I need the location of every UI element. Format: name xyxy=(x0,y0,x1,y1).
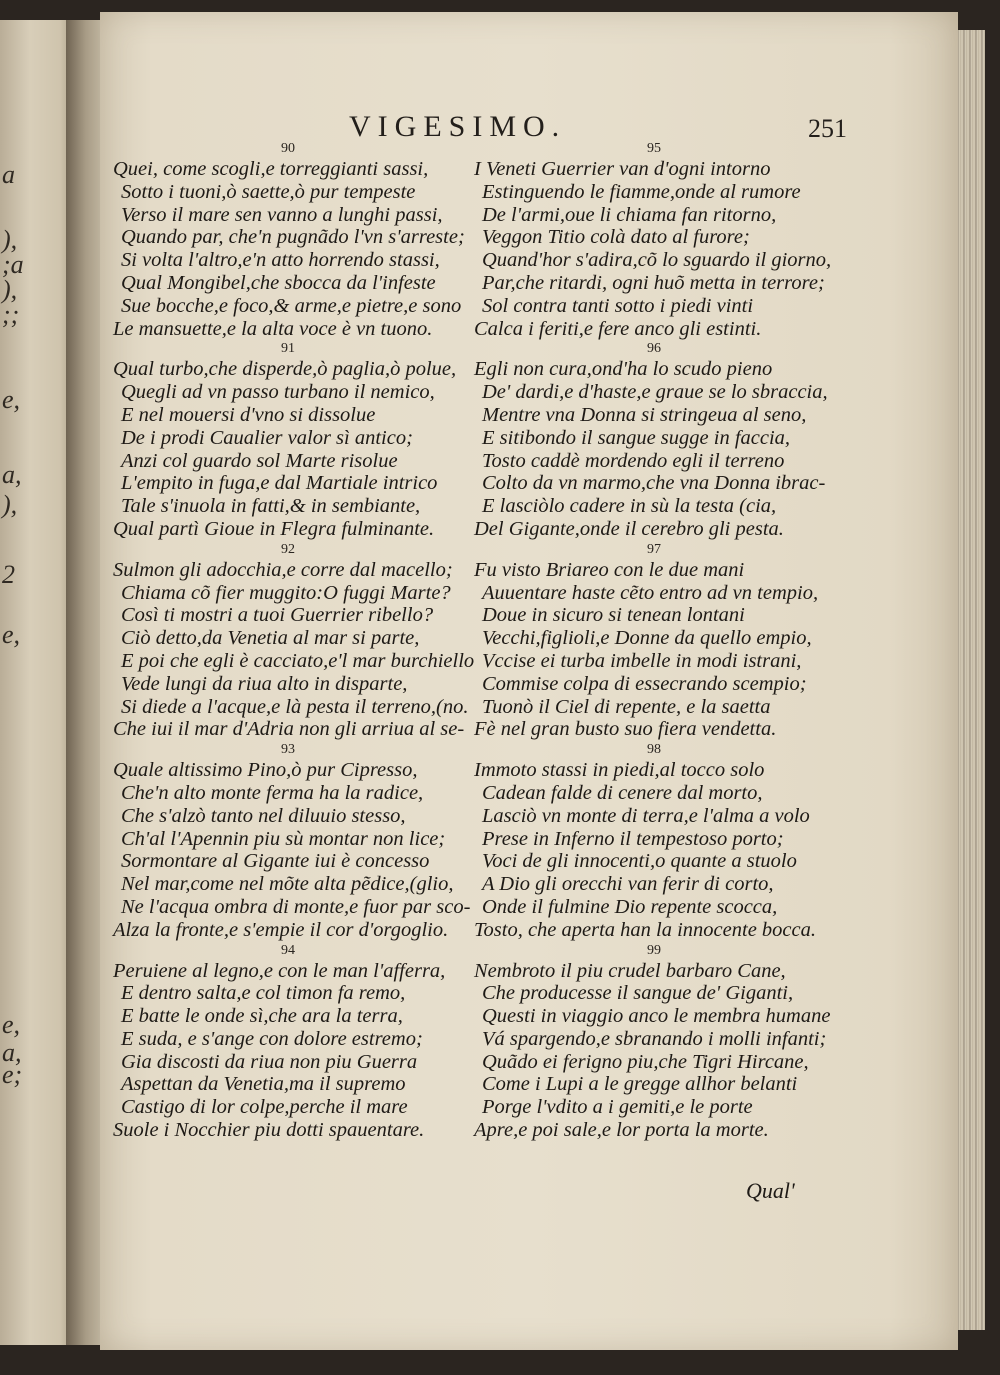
stanza xyxy=(113,140,483,340)
verse-line: Par,che ritardi, ogni huõ metta in terrore; xyxy=(482,271,825,294)
verse-line: Quegli ad vn passo turbano il nemico, xyxy=(121,381,435,404)
verse-line: E poi che egli è cacciato,e'l mar burchiello xyxy=(121,649,475,672)
left-page-fragment: ), xyxy=(2,490,18,519)
verse-line: Come i Lupi a le gregge allhor belanti xyxy=(482,1073,798,1096)
verse-line: Quãdo ei ferigno piu,che Tigri Hircane, xyxy=(482,1050,809,1073)
verse-line: Tosto caddè mordendo egli il terreno xyxy=(482,449,785,472)
stanza-number: 96 xyxy=(647,341,661,357)
stanza xyxy=(113,942,483,1142)
verse-line: Che s'alzò tanto nel diluuio stesso, xyxy=(121,804,406,827)
stanza-number: 98 xyxy=(647,742,661,758)
page-fore-edge xyxy=(955,30,985,1330)
left-page-fragment: e; xyxy=(2,1060,23,1089)
verse-line: De i prodi Caualier valor sì antico; xyxy=(121,426,413,449)
verse-line: E dentro salta,e col timon fa remo, xyxy=(121,982,406,1005)
stanza xyxy=(113,741,483,941)
verse-line: Doue in sicuro si tenean lontani xyxy=(482,604,745,627)
verse-line: De l'armi,oue li chiama fan ritorno, xyxy=(482,203,777,226)
left-column xyxy=(113,140,483,1142)
stanza xyxy=(113,541,483,741)
verse-line: Castigo di lor colpe,perche il mare xyxy=(121,1096,408,1119)
running-head: VIGESIMO. xyxy=(349,110,567,143)
verse-line: Vccise ei turba imbelle in modi istrani, xyxy=(482,649,802,672)
verse-line: A Dio gli orecchi van ferir di corto, xyxy=(482,873,774,896)
verse-line: Le mansuette,e la alta voce è vn tuono. xyxy=(113,317,433,340)
verse-line: Questi in viaggio anco le membra humane xyxy=(482,1005,831,1028)
stanza-number: 90 xyxy=(281,141,295,156)
verse-line: Anzi col guardo sol Marte risolue xyxy=(121,449,398,472)
verse-line: Quand'hor s'adira,cõ lo sguardo il giorno, xyxy=(482,249,832,272)
right-column xyxy=(474,140,854,1142)
verse-line: Commise colpa di essecrando scempio; xyxy=(482,672,807,695)
verse-line: I Veneti Guerrier van d'ogni intorno xyxy=(474,158,771,180)
verse-line: Sue bocche,e foco,& arme,e pietre,e sono xyxy=(121,294,462,317)
left-page-fragment: a, xyxy=(2,460,22,489)
verse-line: E suda, e s'ange con dolore estremo; xyxy=(121,1027,423,1050)
verse-line: Peruiene al legno,e con le man l'afferra, xyxy=(113,959,446,982)
verse-line: Così ti mostri a tuoi Guerrier ribello? xyxy=(121,604,434,627)
stanza xyxy=(474,541,854,741)
left-page-fragment: e, xyxy=(2,620,21,649)
stanza-number: 95 xyxy=(647,141,661,156)
verse-line: E batte le onde sì,che ara la terra, xyxy=(121,1005,403,1028)
verse-line: Che iui il mar d'Adria non gli arriua al se- xyxy=(113,718,465,741)
stanza-number: 97 xyxy=(647,541,661,557)
verse-line: Nel mar,come nel mõte alta pẽdice,(glio, xyxy=(121,873,454,896)
book-page xyxy=(100,12,958,1350)
left-page-fragment: ;; xyxy=(2,300,20,329)
left-page-fragment: a xyxy=(2,160,15,189)
verse-line: Vede lungi da riua alto in disparte, xyxy=(121,672,408,695)
verse-line: Apre,e poi sale,e lor porta la morte. xyxy=(474,1119,769,1142)
verse-line: Porge l'vdito a i gemiti,e le porte xyxy=(482,1096,753,1119)
verse-line: Alza la fronte,e s'empie il cor d'orgoglio. xyxy=(113,918,449,941)
verse-line: Vá spargendo,e sbranando i molli infanti; xyxy=(482,1027,827,1050)
verse-line: Estinguendo le fiamme,onde al rumore xyxy=(482,180,801,203)
verse-line: Nembroto il piu crudel barbaro Cane, xyxy=(474,959,786,982)
verse-line: Sotto i tuoni,ò saette,ò pur tempeste xyxy=(121,180,416,203)
stanza-number: 99 xyxy=(647,942,661,958)
verse-line: Aspettan da Venetia,ma il supremo xyxy=(121,1073,406,1096)
stanza xyxy=(474,741,854,941)
verse-line: Auuentare haste cẽto entro ad vn tempio, xyxy=(482,581,819,604)
verse-line: L'empito in fuga,e dal Martiale intrico xyxy=(121,472,438,495)
verse-line: Tale s'inuola in fatti,& in sembiante, xyxy=(121,495,421,518)
page-number: 251 xyxy=(808,114,847,143)
stanza-number: 92 xyxy=(281,541,295,557)
left-page-text-fragments xyxy=(0,20,70,1345)
verse-line: Gia discosti da riua non piu Guerra xyxy=(121,1050,418,1073)
left-page-fragment: a, xyxy=(2,1038,22,1067)
verse-line: Che'n alto monte ferma ha la radice, xyxy=(121,781,424,804)
verse-line: Qual partì Gioue in Flegra fulminante. xyxy=(113,517,435,540)
verse-line: Fu visto Briareo con le due mani xyxy=(474,558,745,581)
stanza xyxy=(474,942,854,1142)
verse-line: Quando par, che'n pugnãdo l'vn s'arreste; xyxy=(121,226,465,249)
verse-line: Qual Mongibel,che sbocca da l'infeste xyxy=(121,271,436,294)
verse-line: Immoto stassi in piedi,al tocco solo xyxy=(474,759,765,782)
verse-line: Quale altissimo Pino,ò pur Cipresso, xyxy=(113,759,418,782)
verse-line: Si diede a l'acque,e là pesta il terreno,(no. xyxy=(121,695,469,718)
stanza-number: 94 xyxy=(281,942,295,958)
stanza-number: 91 xyxy=(281,341,295,357)
left-page-fragment: ;a xyxy=(2,250,24,279)
stanza xyxy=(113,340,483,540)
verse-line: Voci de gli innocenti,o quante a stuolo xyxy=(482,850,797,873)
verse-line: Qual turbo,che disperde,ò paglia,ò polue, xyxy=(113,358,457,381)
verse-line: Egli non cura,ond'ha lo scudo pieno xyxy=(474,358,773,381)
catchword: Qual' xyxy=(746,1178,795,1203)
verse-line: Si volta l'altro,e'n atto horrendo stassi, xyxy=(121,249,440,272)
left-page-fragment: ), xyxy=(2,275,18,304)
verse-line: Quei, come scogli,e torreggianti sassi, xyxy=(113,158,429,180)
stanza xyxy=(474,140,854,340)
left-page-fragment: ), xyxy=(2,225,18,254)
verse-line: Tuonò il Ciel di repente, e la saetta xyxy=(482,695,771,718)
stanza-number: 93 xyxy=(281,742,295,758)
verse-line: Sol contra tanti sotto i piedi vinti xyxy=(482,294,754,317)
left-page-fragment: 2 xyxy=(2,560,15,589)
left-page-edge xyxy=(0,20,75,1345)
verse-line: Fè nel gran busto suo fiera vendetta. xyxy=(474,718,777,741)
verse-line: E nel mouersi d'vno si dissolue xyxy=(121,403,376,426)
verse-line: Ch'al l'Apennin piu sù montar non lice; xyxy=(121,827,446,850)
verse-line: De' dardi,e d'haste,e graue se lo sbraccia, xyxy=(482,381,828,404)
verse-line: Chiama cõ fier muggito:O fuggi Marte? xyxy=(121,581,451,604)
stanza xyxy=(474,340,854,540)
verse-line: Mentre vna Donna si stringeua al seno, xyxy=(482,403,807,426)
verse-line: Vecchi,figlioli,e Donne da quello empio, xyxy=(482,627,812,650)
verse-line: Colto da vn marmo,che vna Donna ibrac- xyxy=(482,472,826,495)
verse-line: Verso il mare sen vanno a lunghi passi, xyxy=(121,203,443,226)
verse-line: Ne l'acqua ombra di monte,e fuor par sco- xyxy=(121,895,471,918)
verse-line: Tosto, che aperta han la innocente bocca. xyxy=(474,918,816,941)
verse-line: Che producesse il sangue de' Giganti, xyxy=(482,982,794,1005)
verse-line: Onde il fulmine Dio repente scocca, xyxy=(482,895,778,918)
verse-line: E sitibondo il sangue sugge in faccia, xyxy=(482,426,791,449)
verse-line: Sormontare al Gigante iui è concesso xyxy=(121,850,430,873)
verse-line: Sulmon gli adocchia,e corre dal macello; xyxy=(113,558,453,581)
verse-line: Cadean falde di cenere dal morto, xyxy=(482,781,763,804)
left-page-fragment: e, xyxy=(2,1010,21,1039)
left-page-fragment: e, xyxy=(2,385,21,414)
verse-line: Ciò detto,da Venetia al mar si parte, xyxy=(121,627,420,650)
verse-line: Suole i Nocchier piu dotti spauentare. xyxy=(113,1119,425,1142)
verse-line: E lasciòlo cadere in sù la testa (cia, xyxy=(482,495,777,518)
verse-line: Prese in Inferno il tempestoso porto; xyxy=(482,827,784,850)
verse-line: Del Gigante,onde il cerebro gli pesta. xyxy=(474,517,784,540)
verse-line: Calca i feriti,e fere anco gli estinti. xyxy=(474,317,762,340)
verse-line: Lasciò vn monte di terra,e l'alma a volo xyxy=(482,804,810,827)
verse-line: Veggon Titio colà dato al furore; xyxy=(482,226,750,249)
